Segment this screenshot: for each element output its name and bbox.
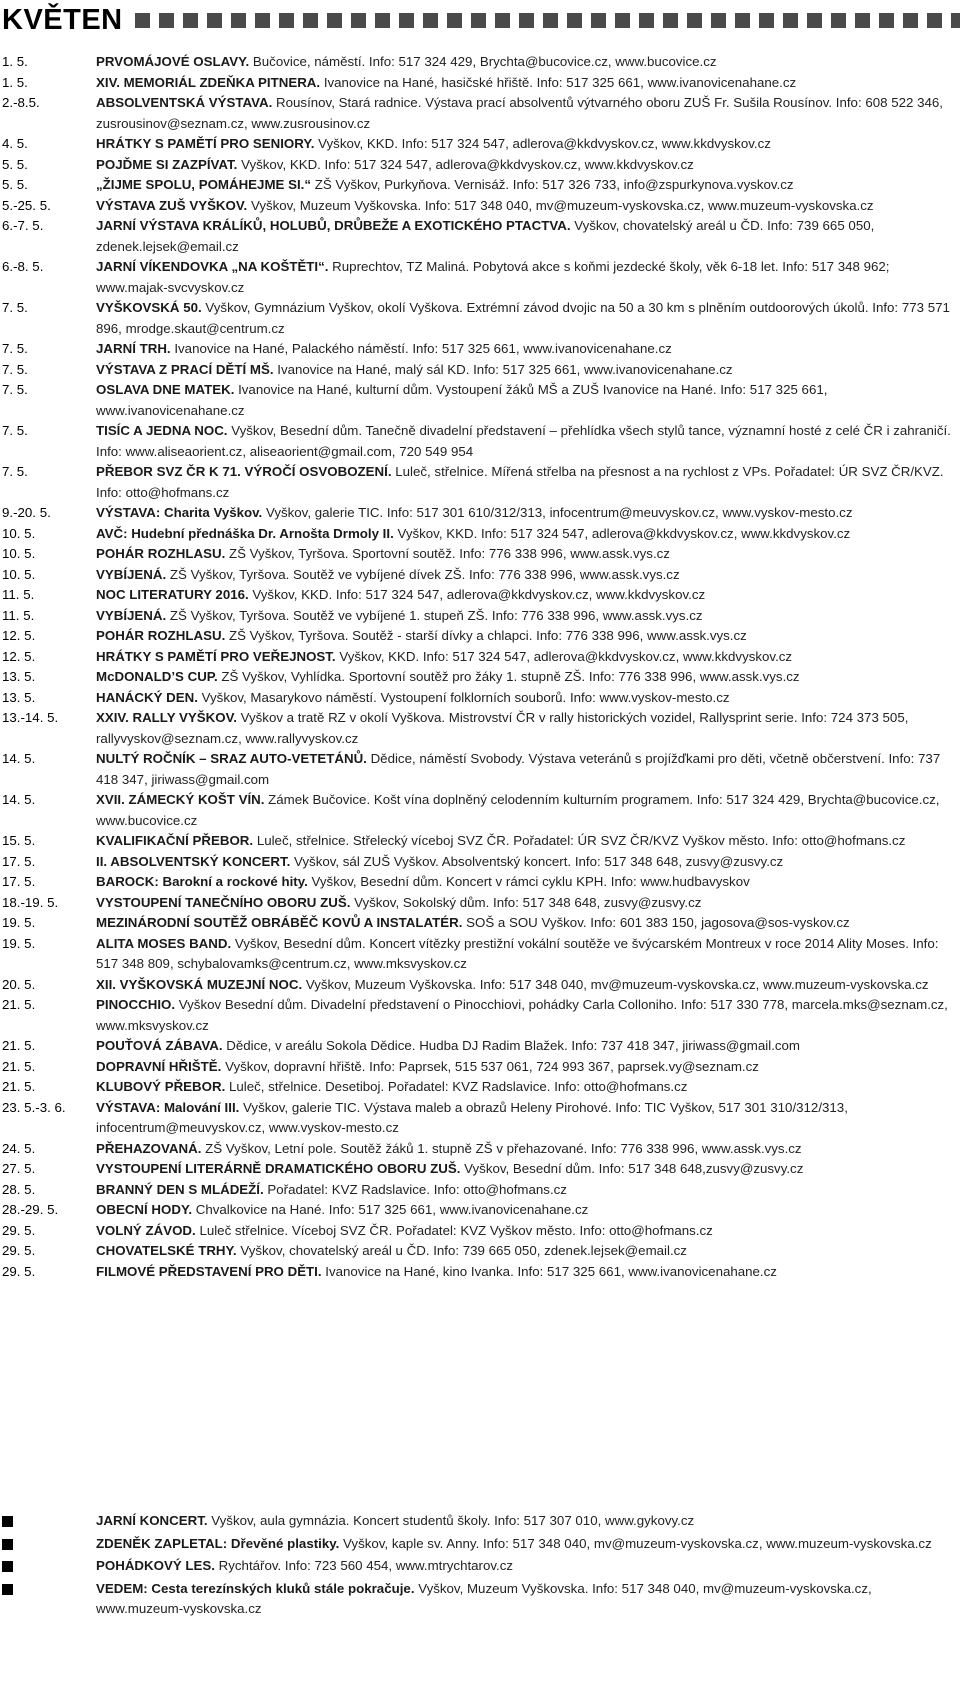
header-square-icon [375, 13, 390, 28]
event-description: Vyškov, Sokolský dům. Info: 517 348 648, zusvy@zusvy.cz [354, 894, 702, 910]
event-description: Rousínov, Stará radnice. Výstava prací absolventů výtvarného oboru ZUŠ Fr. Sušila Rousínov. Info: 608 522 346, zusrousinov@seznam.cz, www.zusrousinov.cz [96, 95, 943, 131]
event-date: 9.-20. 5. [2, 505, 51, 520]
event-name: VÝSTAVA: Malování III. [96, 1099, 240, 1115]
event-description: Vyškov, Muzeum Vyškovska. Info: 517 348 040, mv@muzeum-vyskovska.cz, www.muzeum-vyskovska.cz [305, 976, 929, 992]
header-square-icon [231, 13, 246, 28]
event-description: Luleč, střelnice. Desetiboj. Pořadatel: KVZ Radslavice. Info: otto@hofmans.cz [229, 1079, 688, 1094]
header-square-icon [423, 13, 438, 28]
bullet-square-icon [0, 1579, 96, 1620]
event-text [96, 216, 960, 257]
event-name: PINOCCHIO. [96, 997, 176, 1012]
event-description: Vyškov Besední dům. Divadelní představení o Pinocchiovi, pohádky Carla Colloniho. Info: 517 330 778, marcela.mks@seznam.cz, www.mksvyskov.cz [96, 997, 948, 1033]
event-description: Ivanovice na Hané, malý sál KD. Info: 517 325 661, www.ivanovicenahane.cz [277, 361, 733, 377]
event-date: 7. 5. [2, 423, 28, 438]
header-square-icon [879, 13, 894, 28]
month-title: KVĚTEN [2, 3, 123, 36]
event-date: 10. 5. [2, 525, 36, 541]
event-text [96, 196, 960, 217]
event-row [0, 298, 960, 339]
event-list [0, 52, 960, 1282]
event-text [96, 52, 960, 73]
header-square-icon [855, 13, 870, 28]
event-text [96, 1057, 960, 1078]
event-text [96, 155, 960, 176]
event-description: Vyškov, chovatelský areál u ČD. Info: 739 665 050, zdenek.lejsek@email.cz [240, 1243, 687, 1258]
event-row [0, 216, 960, 257]
event-description: Vyškov, KKD. Info: 517 324 547, adlerova@kkdvyskov.cz, www.kkdvyskov.cz [318, 136, 771, 151]
header-square-icon [183, 13, 198, 28]
event-name: JARNÍ KONCERT. [96, 1513, 208, 1528]
header-square-icon [399, 13, 414, 28]
event-text [96, 688, 960, 709]
extra-event-row [0, 1579, 960, 1620]
event-date: 11. 5. [2, 607, 35, 623]
event-description: Pořadatel: KVZ Radslavice. Info: otto@hofmans.cz [267, 1181, 567, 1197]
event-description: ZŠ Vyškov, Letní pole. Soutěž žáků 1. stupně ZŠ v přehazované. Info: 776 338 996, www.assk.vys.cz [205, 1140, 802, 1156]
event-description: ZŠ Vyškov, Tyršova. Soutěž - starší dívky a chlapci. Info: 776 338 996, www.assk.vys.cz [228, 628, 747, 643]
event-date: 5. 5. [2, 177, 28, 192]
header-square-icon [351, 13, 366, 28]
event-name: XXIV. RALLY VYŠKOV. [96, 710, 237, 725]
header-square-icon [471, 13, 486, 28]
event-text [96, 790, 960, 831]
event-text [96, 360, 960, 381]
event-text [96, 667, 960, 688]
event-row [0, 852, 960, 873]
event-text [96, 134, 960, 155]
event-date: 19. 5. [2, 935, 36, 951]
event-date: 1. 5. [2, 54, 28, 69]
event-date: 7. 5. [2, 300, 28, 315]
event-date: 20. 5. [2, 976, 36, 992]
event-description: Vyškov, Muzeum Vyškovska. Info: 517 348 040, mv@muzeum-vyskovska.cz, www.muzeum-vyskovska.cz [250, 197, 874, 213]
event-description: Ruprechtov, TZ Maliná. Pobytová akce s koňmi jezdecké školy, věk 6-18 let. Info: 517 348 962; www.majak-svcvyskov.cz [96, 259, 890, 295]
event-description: Vyškov, aula gymnázia. Koncert studentů školy. Info: 517 307 010, www.gykovy.cz [211, 1513, 695, 1528]
header-square-icon [807, 13, 822, 28]
header-square-icon [687, 13, 702, 28]
event-text [96, 380, 960, 421]
event-text [96, 1262, 960, 1283]
event-row [0, 1098, 960, 1139]
event-text [96, 1180, 960, 1201]
decorative-squares [135, 13, 960, 28]
event-row [0, 175, 960, 196]
event-description: Vyškov, Besední dům. Koncert v rámci cyklu KPH. Info: www.hudbavyskov [311, 874, 750, 889]
event-date: 13. 5. [2, 669, 36, 684]
header-square-icon [927, 13, 942, 28]
event-date: 10. 5. [2, 546, 36, 561]
event-text [96, 585, 960, 606]
extra-event-row [0, 1511, 960, 1534]
event-text [96, 503, 960, 524]
header-square-icon [759, 13, 774, 28]
event-date: 7. 5. [2, 382, 28, 397]
event-description: Dědice, v areálu Sokola Dědice. Hudba DJ Radim Blažek. Info: 737 418 347, jiriwass@gmail.com [226, 1038, 801, 1053]
event-name: KVALIFIKAČNÍ PŘEBOR. [96, 833, 254, 848]
extra-event-list [0, 1511, 960, 1620]
event-row [0, 585, 960, 606]
event-description: Ivanovice na Hané, Palackého náměstí. Info: 517 325 661, www.ivanovicenahane.cz [174, 341, 672, 356]
header-square-icon [159, 13, 174, 28]
event-name: BAROCK: Barokní a rockové hity. [96, 874, 308, 889]
event-row [0, 360, 960, 381]
header-square-icon [951, 13, 960, 28]
event-date: 1. 5. [2, 74, 28, 90]
event-row [0, 73, 960, 94]
event-row [0, 1180, 960, 1201]
event-text [96, 524, 960, 545]
event-date: 7. 5. [2, 341, 28, 356]
event-row [0, 134, 960, 155]
event-row [0, 257, 960, 298]
event-name: McDONALD’S CUP. [96, 669, 218, 684]
header-square-icon [615, 13, 630, 28]
event-row [0, 52, 960, 73]
event-row [0, 647, 960, 668]
event-description: Luleč, střelnice. Střelecký víceboj SVZ ČR. Pořadatel: ÚR SVZ ČR/KVZ Vyškov město. Info: otto@hofmans.cz [256, 833, 906, 848]
event-description: ZŠ Vyškov, Tyršova. Soutěž ve vybíjené 1. stupeň ZŠ. Info: 776 338 996, www.assk.vys.cz [169, 607, 703, 623]
event-name: NOC LITERATURY 2016. [96, 587, 249, 602]
event-name: JARNÍ VÍKENDOVKA „NA KOŠTĚTI“. [96, 259, 329, 274]
event-row [0, 196, 960, 217]
event-text [96, 708, 960, 749]
event-row [0, 688, 960, 709]
header-square-icon [447, 13, 462, 28]
event-date: 17. 5. [2, 853, 36, 869]
event-date: 19. 5. [2, 915, 36, 930]
bullet-square-icon [0, 1511, 96, 1534]
event-date: 12. 5. [2, 628, 36, 643]
event-name: FILMOVÉ PŘEDSTAVENÍ PRO DĚTI. [96, 1263, 322, 1279]
event-name: ALITA MOSES BAND. [96, 935, 232, 951]
event-date: 21. 5. [2, 1058, 36, 1074]
event-description: Vyškov, Besední dům. Koncert vítězky prestižní vokální soutěže ve švýcarském Montreux v roce 2014 Ality Moses. Info: 517 348 809, schybalovamks@centrum.cz, www.mksvyskov.cz [96, 935, 939, 971]
event-name: PŘEHAZOVANÁ. [96, 1140, 202, 1156]
event-row [0, 1077, 960, 1098]
event-row [0, 1200, 960, 1221]
event-description: ZŠ Vyškov, Purkyňova. Vernisáž. Info: 517 326 733, info@zspurkynova.vyskov.cz [314, 177, 794, 192]
event-row [0, 462, 960, 503]
event-name: PRVOMÁJOVÉ OSLAVY. [96, 54, 250, 69]
event-description: Vyškov, Gymnázium Vyškov, okolí Vyškova. Extrémní závod dvojic na 50 a 30 km s plněním outdoorových úkolů. Info: 773 571 896, mrodge.skaut@centrum.cz [96, 300, 950, 336]
event-name: PŘEBOR SVZ ČR K 71. VÝROČÍ OSVOBOZENÍ. [96, 464, 392, 479]
event-name: VYSTOUPENÍ LITERÁRNĚ DRAMATICKÉHO OBORU ZUŠ. [96, 1161, 461, 1176]
event-text [96, 872, 960, 893]
event-text [96, 1579, 960, 1620]
event-row [0, 975, 960, 996]
event-text [96, 606, 960, 627]
event-row [0, 872, 960, 893]
bullet-square-icon [0, 1534, 96, 1557]
event-description: Vyškov, sál ZUŠ Vyškov. Absolventský koncert. Info: 517 348 648, zusvy@zusvy.cz [294, 853, 784, 869]
event-name: JARNÍ VÝSTAVA KRÁLÍKŮ, HOLUBŮ, DRŮBEŽE A EXOTICKÉHO PTACTVA. [96, 218, 571, 233]
event-row [0, 667, 960, 688]
event-name: BRANNÝ DEN S MLÁDEŽÍ. [96, 1181, 264, 1197]
event-name: HRÁTKY S PAMĚTÍ PRO SENIORY. [96, 136, 315, 151]
header-square-icon [279, 13, 294, 28]
header-square-icon [711, 13, 726, 28]
event-date: 6.-7. 5. [2, 218, 44, 233]
event-date: 13.-14. 5. [2, 710, 59, 725]
header-square-icon [495, 13, 510, 28]
event-text [96, 565, 960, 586]
event-description: Ivanovice na Hané, kulturní dům. Vystoupení žáků MŠ a ZUŠ Ivanovice na Hané. Info: 517 325 661, www.ivanovicenahane.cz [96, 382, 828, 418]
event-date: 21. 5. [2, 1079, 36, 1094]
event-row [0, 790, 960, 831]
event-text [96, 913, 960, 934]
event-row [0, 421, 960, 462]
event-row [0, 524, 960, 545]
event-date: 15. 5. [2, 833, 36, 848]
event-row [0, 1241, 960, 1262]
event-name: HRÁTKY S PAMĚTÍ PRO VEŘEJNOST. [96, 648, 336, 664]
event-description: Vyškov, chovatelský areál u ČD. Info: 739 665 050, zdenek.lejsek@email.cz [96, 218, 875, 254]
event-name: XIV. MEMORIÁL ZDEŇKA PITNERA. [96, 74, 321, 90]
event-description: Dědice, náměstí Svobody. Výstava veteránů s projížďkami pro děti, včetně občerstvení. Info: 737 418 347, jiriwass@gmail.com [96, 751, 941, 787]
event-date: 17. 5. [2, 874, 36, 889]
event-date: 10. 5. [2, 566, 36, 582]
event-text [96, 995, 960, 1036]
event-description: Vyškov, kaple sv. Anny. Info: 517 348 040, mv@muzeum-vyskovska.cz, www.muzeum-vyskovska.cz [343, 1535, 932, 1551]
event-date: 27. 5. [2, 1161, 36, 1176]
event-row [0, 995, 960, 1036]
event-name: AVČ: Hudební přednáška Dr. Arnošta Drmoly II. [96, 525, 394, 541]
event-row [0, 749, 960, 790]
event-text [96, 934, 960, 975]
header-square-icon [303, 13, 318, 28]
event-date: 28. 5. [2, 1181, 36, 1197]
event-date: 18.-19. 5. [2, 894, 59, 910]
event-name: VÝSTAVA ZUŠ VYŠKOV. [96, 197, 248, 213]
event-name: POHÁR ROZHLASU. [96, 628, 226, 643]
event-row [0, 565, 960, 586]
event-date: 4. 5. [2, 136, 28, 151]
event-date: 2.-8.5. [2, 95, 40, 110]
event-name: POUŤOVÁ ZÁBAVA. [96, 1038, 223, 1053]
event-name: ABSOLVENTSKÁ VÝSTAVA. [96, 95, 273, 110]
event-date: 28.-29. 5. [2, 1202, 59, 1217]
event-row [0, 1036, 960, 1057]
event-description: SOŠ a SOU Vyškov. Info: 601 383 150, jagosova@sos-vyskov.cz [466, 915, 850, 930]
month-header [0, 0, 960, 40]
event-description: Vyškov, KKD. Info: 517 324 547, adlerova@kkdvyskov.cz, www.kkdvyskov.cz [241, 156, 694, 172]
event-text [96, 975, 960, 996]
event-name: NULTÝ ROČNÍK – SRAZ AUTO-VETETÁNŮ. [96, 751, 367, 766]
event-description: Bučovice, náměstí. Info: 517 324 429, Brychta@bucovice.cz, www.bucovice.cz [252, 54, 717, 69]
event-description: ZŠ Vyškov, Tyršova. Soutěž ve vybíjené dívek ZŠ. Info: 776 338 996, www.assk.vys.cz [169, 566, 680, 582]
event-row [0, 626, 960, 647]
event-name: VOLNÝ ZÁVOD. [96, 1222, 196, 1238]
event-row [0, 155, 960, 176]
event-date: 5. 5. [2, 156, 28, 172]
event-date: 11. 5. [2, 587, 35, 602]
event-date: 21. 5. [2, 997, 36, 1012]
event-description: Rychtářov. Info: 723 560 454, www.mtrychtarov.cz [218, 1558, 514, 1573]
event-date: 29. 5. [2, 1222, 36, 1238]
event-text [96, 298, 960, 339]
event-row [0, 708, 960, 749]
event-text [96, 257, 960, 298]
event-name: „ŽIJME SPOLU, POMÁHEJME SI.“ [96, 177, 311, 192]
event-name: OSLAVA DNE MATEK. [96, 382, 235, 397]
event-date: 12. 5. [2, 648, 36, 664]
event-text [96, 339, 960, 360]
event-text [96, 893, 960, 914]
event-name: VEDEM: Cesta terezínských kluků stále pokračuje. [96, 1580, 415, 1596]
header-square-icon [783, 13, 798, 28]
event-date: 23. 5.-3. 6. [2, 1099, 66, 1115]
event-row [0, 1139, 960, 1160]
event-name: POHÁR ROZHLASU. [96, 546, 226, 561]
event-row [0, 380, 960, 421]
event-date: 14. 5. [2, 792, 36, 807]
event-text [96, 1511, 960, 1534]
event-row [0, 934, 960, 975]
event-row [0, 831, 960, 852]
event-name: VÝSTAVA Z PRACÍ DĚTÍ MŠ. [96, 361, 274, 377]
event-name: VYSTOUPENÍ TANEČNÍHO OBORU ZUŠ. [96, 894, 351, 910]
event-text [96, 831, 960, 852]
event-description: Ivanovice na Hané, hasičské hřiště. Info: 517 325 661, www.ivanovicenahane.cz [323, 74, 797, 90]
event-description: Vyškov, galerie TIC. Výstava maleb a obrazů Heleny Pirohové. Info: TIC Vyškov, 517 301 310/312/313, infocentrum@meuvyskov.cz, www.vyskov-mesto.cz [96, 1099, 848, 1135]
event-row [0, 893, 960, 914]
header-square-icon [567, 13, 582, 28]
event-date: 7. 5. [2, 464, 28, 479]
event-description: Ivanovice na Hané, kino Ivanka. Info: 517 325 661, www.ivanovicenahane.cz [325, 1263, 777, 1279]
event-description: Luleč, střelnice. Mířená střelba na přesnost a na rychlost z VPs. Pořadatel: ÚR SVZ ČR/KVZ. Info: otto@hofmans.cz [96, 464, 944, 500]
event-row [0, 1221, 960, 1242]
event-text [96, 421, 960, 462]
event-date: 6.-8. 5. [2, 259, 44, 274]
event-name: JARNÍ TRH. [96, 341, 171, 356]
event-date: 13. 5. [2, 689, 36, 705]
event-row [0, 503, 960, 524]
event-description: Vyškov, dopravní hřiště. Info: Paprsek, 515 537 061, 724 993 367, paprsek.vy@seznam.cz [225, 1058, 759, 1074]
header-square-icon [831, 13, 846, 28]
event-name: KLUBOVÝ PŘEBOR. [96, 1079, 226, 1094]
header-square-icon [735, 13, 750, 28]
event-name: POJĎME SI ZAZPÍVAT. [96, 156, 238, 172]
event-date: 21. 5. [2, 1038, 36, 1053]
event-row [0, 913, 960, 934]
event-name: VYŠKOVSKÁ 50. [96, 300, 202, 315]
header-square-icon [639, 13, 654, 28]
header-square-icon [327, 13, 342, 28]
event-text [96, 175, 960, 196]
event-text [96, 852, 960, 873]
event-description: Zámek Bučovice. Košt vína doplněný celodenním kulturním programem. Info: 517 324 429, Brychta@bucovice.cz, www.bucovice.cz [96, 792, 940, 828]
event-date: 29. 5. [2, 1243, 36, 1258]
event-text [96, 1200, 960, 1221]
event-name: MEZINÁRODNÍ SOUTĚŽ OBRÁBĚČ KOVŮ A INSTALATÉR. [96, 915, 463, 930]
extra-event-row [0, 1556, 960, 1579]
event-text [96, 647, 960, 668]
event-description: Vyškov a tratě RZ v okolí Vyškova. Mistrovství ČR v rally historických vozidel, Rallysprint serie. Info: 724 373 505, rallyvyskov@seznam.cz, www.rallyvyskov.cz [96, 710, 909, 746]
event-name: ZDENĚK ZAPLETAL: Dřevěné plastiky. [96, 1535, 340, 1551]
header-square-icon [903, 13, 918, 28]
event-text [96, 1534, 960, 1557]
event-date: 29. 5. [2, 1263, 36, 1279]
event-name: VYBÍJENÁ. [96, 607, 167, 623]
header-square-icon [663, 13, 678, 28]
event-text [96, 544, 960, 565]
event-text [96, 626, 960, 647]
header-square-icon [543, 13, 558, 28]
header-square-icon [519, 13, 534, 28]
event-description: Luleč střelnice. Víceboj SVZ ČR. Pořadatel: KVZ Vyškov město. Info: otto@hofmans.cz [199, 1222, 713, 1238]
event-row [0, 1262, 960, 1283]
event-text [96, 1098, 960, 1139]
header-square-icon [207, 13, 222, 28]
event-date: 5.-25. 5. [2, 197, 51, 213]
event-name: VÝSTAVA: Charita Vyškov. [96, 505, 263, 520]
event-row [0, 339, 960, 360]
event-row [0, 606, 960, 627]
event-row [0, 1159, 960, 1180]
event-name: DOPRAVNÍ HŘIŠTĚ. [96, 1058, 222, 1074]
event-name: XVII. ZÁMECKÝ KOŠT VÍN. [96, 792, 265, 807]
event-row [0, 93, 960, 134]
event-name: CHOVATELSKÉ TRHY. [96, 1243, 237, 1258]
event-description: Vyškov, Masarykovo náměstí. Vystoupení folklorních souborů. Info: www.vyskov-mesto.cz [201, 689, 730, 705]
event-name: XII. VYŠKOVSKÁ MUZEJNÍ NOC. [96, 976, 303, 992]
extra-event-row [0, 1534, 960, 1557]
event-description: Chvalkovice na Hané. Info: 517 325 661, www.ivanovicenahane.cz [195, 1202, 589, 1217]
event-text [96, 1556, 960, 1579]
event-text [96, 1159, 960, 1180]
event-name: HANÁCKÝ DEN. [96, 689, 198, 705]
event-row [0, 1057, 960, 1078]
event-description: Vyškov, galerie TIC. Info: 517 301 610/312/313, infocentrum@meuvyskov.cz, www.vyskov-mesto.cz [265, 505, 853, 520]
event-text [96, 1036, 960, 1057]
event-text [96, 93, 960, 134]
bullet-square-icon [0, 1556, 96, 1579]
event-text [96, 462, 960, 503]
event-name: POHÁDKOVÝ LES. [96, 1558, 215, 1573]
event-text [96, 1077, 960, 1098]
event-description: Vyškov, KKD. Info: 517 324 547, adlerova@kkdvyskov.cz, www.kkdvyskov.cz [339, 648, 793, 664]
event-description: Vyškov, Muzeum Vyškovska. Info: 517 348 040, mv@muzeum-vyskovska.cz, www.muzeum-vyskovska.cz [96, 1580, 872, 1616]
event-text [96, 73, 960, 94]
event-description: Vyškov, Besední dům. Info: 517 348 648,zusvy@zusvy.cz [464, 1161, 804, 1176]
event-date: 7. 5. [2, 361, 28, 377]
event-name: TISÍC A JEDNA NOC. [96, 423, 228, 438]
header-square-icon [591, 13, 606, 28]
event-name: VYBÍJENÁ. [96, 566, 167, 582]
event-text [96, 749, 960, 790]
event-text [96, 1139, 960, 1160]
event-name: II. ABSOLVENTSKÝ KONCERT. [96, 853, 291, 869]
event-name: OBECNÍ HODY. [96, 1202, 193, 1217]
event-description: Vyškov, Besední dům. Tanečně divadelní představení – přehlídka všech stylů tance, významní hosté z celé ČR i zahraničí. Info: www.aliseaorient.cz, aliseaorient@gmail.com, 720 549 954 [96, 423, 951, 459]
event-description: ZŠ Vyškov, Tyršova. Sportovní soutěž. Info: 776 338 996, www.assk.vys.cz [228, 546, 670, 561]
event-text [96, 1241, 960, 1262]
event-row [0, 544, 960, 565]
event-date: 14. 5. [2, 751, 36, 766]
event-text [96, 1221, 960, 1242]
event-description: Vyškov, KKD. Info: 517 324 547, adlerova@kkdvyskov.cz, www.kkdvyskov.cz [252, 587, 706, 602]
event-description: ZŠ Vyškov, Vyhlídka. Sportovní soutěž pro žáky 1. stupně ZŠ. Info: 776 338 996, www.assk.vys.cz [221, 669, 800, 684]
header-square-icon [255, 13, 270, 28]
event-date: 24. 5. [2, 1140, 36, 1156]
header-square-icon [135, 13, 150, 28]
event-description: Vyškov, KKD. Info: 517 324 547, adlerova@kkdvyskov.cz, www.kkdvyskov.cz [397, 525, 851, 541]
